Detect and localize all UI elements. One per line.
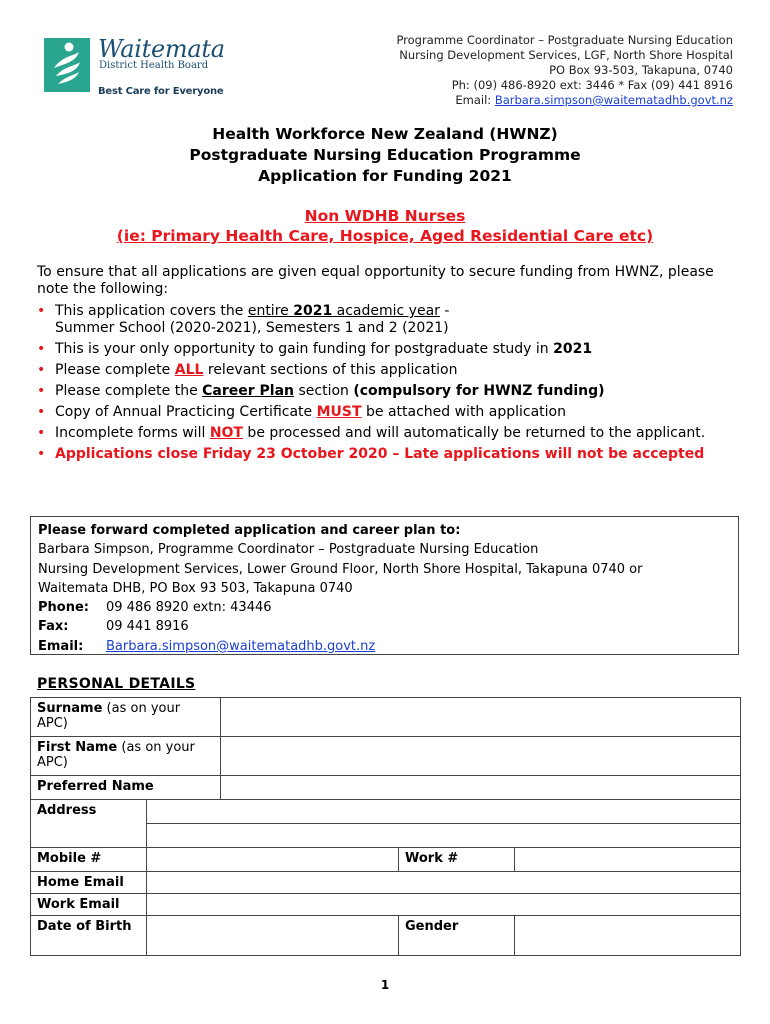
contact-line: Programme Coordinator – Postgraduate Nursing Education: [396, 33, 733, 47]
personal-details-heading: PERSONAL DETAILS: [37, 676, 196, 692]
bullet-icon: •: [37, 341, 46, 357]
work-email-input[interactable]: [146, 893, 741, 916]
work-phone-label-cell: Work #: [398, 847, 515, 872]
dob-input[interactable]: [146, 915, 399, 956]
forward-email-link[interactable]: Barbara.simpson@waitematadhb.govt.nz: [106, 638, 376, 654]
header-contact: [396, 33, 733, 108]
mobile-input[interactable]: [146, 847, 399, 872]
bullet-icon: •: [37, 383, 46, 399]
document-title: [0, 124, 770, 187]
surname-input[interactable]: [220, 697, 741, 737]
contact-line: Ph: (09) 486-8920 ext: 3446 * Fax (09) 441 8916: [451, 78, 733, 92]
list-item: • Copy of Annual Practicing Certificate MUST be attached with application: [37, 404, 566, 420]
fax-label: Fax:: [38, 619, 69, 635]
logo-name: Waitemata: [98, 35, 225, 63]
surname-label-cell: Surname (as on your APC): [30, 697, 221, 737]
mobile-label-cell: Mobile #: [30, 847, 147, 872]
list-item: • This application covers the entire 2021 academic year - Summer School (2020-2021), Semesters 1 and 2 (2021): [37, 303, 450, 336]
forward-email-row: [38, 637, 731, 656]
contact-email-label: Email:: [455, 93, 495, 107]
list-item: • Incomplete forms will NOT be processed and will automatically be returned to the applicant.: [37, 425, 706, 441]
logo-tagline: Best Care for Everyone: [98, 86, 224, 97]
contact-email-link[interactable]: Barbara.simpson@waitematadhb.govt.nz: [494, 93, 733, 107]
title-line: Application for Funding 2021: [258, 167, 512, 185]
home-email-label-cell: Home Email: [30, 871, 147, 894]
fax-value: 09 441 8916: [106, 619, 189, 635]
bullet-icon: •: [37, 303, 46, 319]
address-label-cell: Address: [30, 799, 147, 848]
forward-fax-row: [38, 617, 731, 636]
bullet-icon: •: [37, 446, 46, 462]
gender-input[interactable]: [514, 915, 741, 956]
waitemata-logo: [44, 35, 234, 100]
preferred-name-input[interactable]: [220, 775, 741, 800]
phone-label: Phone:: [38, 600, 89, 616]
list-item: • Please complete ALL relevant sections of this application: [37, 362, 458, 378]
bullet-icon: •: [37, 362, 46, 378]
logo-subtitle: District Health Board: [99, 60, 209, 71]
preferred-name-label-cell: Preferred Name: [30, 775, 221, 800]
address-line-1-input[interactable]: [146, 799, 741, 824]
first-name-label-cell: First Name (as on your APC): [30, 736, 221, 776]
contact-line: Nursing Development Services, LGF, North Shore Hospital: [399, 48, 733, 62]
bullet-icon: •: [37, 404, 46, 420]
title-line: Health Workforce New Zealand (HWNZ): [212, 125, 558, 143]
work-email-label-cell: Work Email: [30, 893, 147, 916]
personal-details-table: [30, 697, 741, 956]
title-line: Postgraduate Nursing Education Programme: [189, 146, 581, 164]
contact-email-line: [396, 93, 733, 108]
dob-label-cell: Date of Birth: [30, 915, 147, 956]
email-label: Email:: [38, 638, 84, 654]
gender-label-cell: Gender: [398, 915, 515, 956]
work-phone-input[interactable]: [514, 847, 741, 872]
address-line-2-input[interactable]: [146, 823, 741, 848]
forward-line: Waitemata DHB, PO Box 93 503, Takapuna 0740: [38, 580, 353, 596]
home-email-input[interactable]: [146, 871, 741, 894]
page-number: 1: [380, 978, 390, 992]
forward-line: Nursing Development Services, Lower Ground Floor, North Shore Hospital, Takapuna 0740 or: [38, 561, 643, 577]
forward-address-box: [30, 516, 739, 655]
contact-line: PO Box 93-503, Takapuna, 0740: [549, 63, 733, 77]
forward-phone-row: [38, 598, 731, 617]
intro-paragraph: To ensure that all applications are given equal opportunity to secure funding from HWNZ, please note the following:: [37, 264, 714, 297]
subtitle-line: (ie: Primary Health Care, Hospice, Aged Residential Care etc): [116, 227, 654, 245]
forward-line: Barbara Simpson, Programme Coordinator – Postgraduate Nursing Education: [38, 542, 539, 558]
bullet-icon: •: [37, 425, 46, 441]
phone-value: 09 486 8920 extn: 43446: [106, 600, 272, 616]
list-item: • Applications close Friday 23 October 2020 – Late applications will not be accepted: [37, 446, 705, 462]
subtitle-line: Non WDHB Nurses: [304, 207, 466, 225]
document-subtitle: [0, 206, 770, 246]
forward-heading: Please forward completed application and career plan to:: [38, 523, 461, 538]
dhb-logo-icon: [44, 38, 90, 92]
notes-list: [37, 303, 737, 467]
list-item: • This is your only opportunity to gain funding for postgraduate study in 2021: [37, 341, 593, 357]
first-name-input[interactable]: [220, 736, 741, 776]
list-item: • Please complete the Career Plan section (compulsory for HWNZ funding): [37, 383, 605, 399]
